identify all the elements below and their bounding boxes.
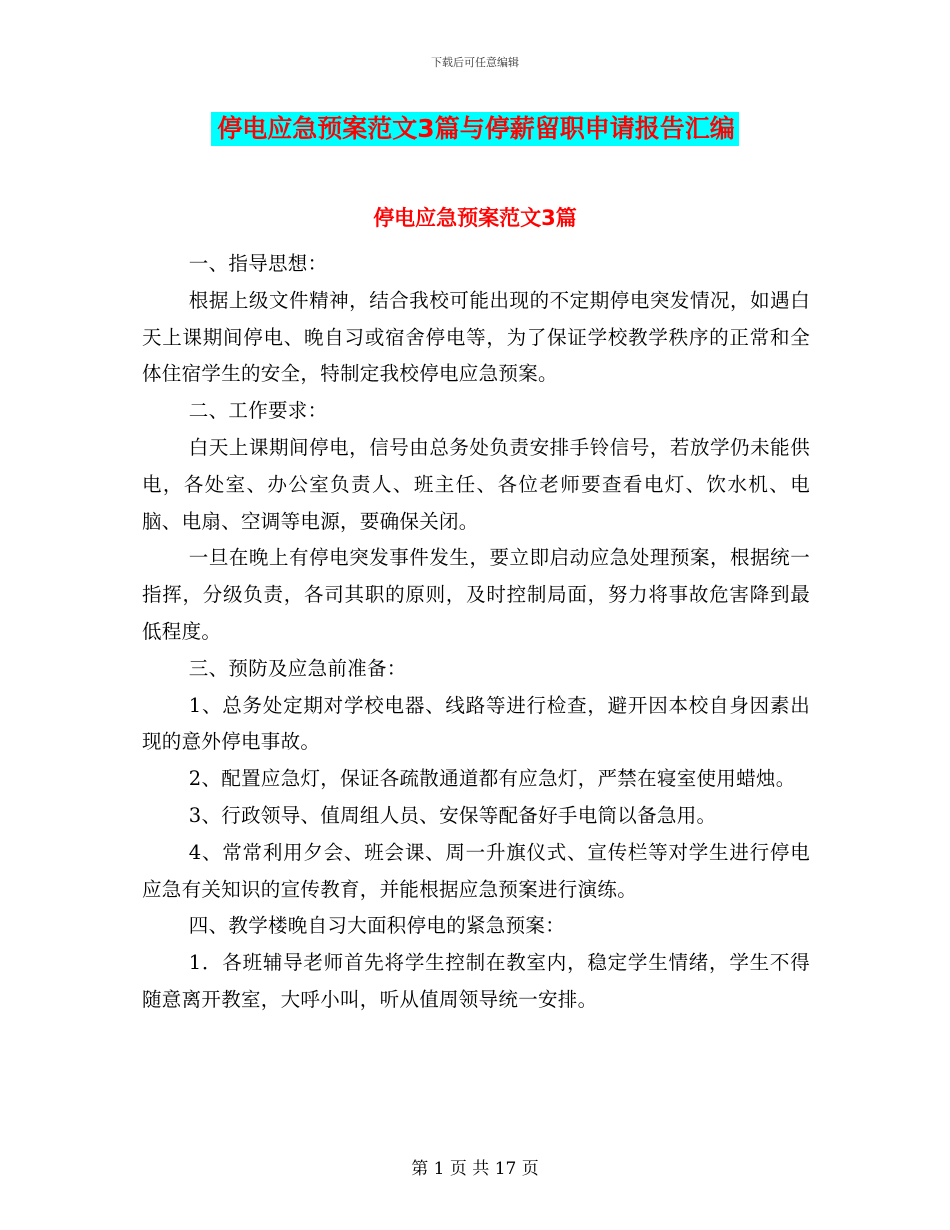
page-number-footer: 第 1 页 共 17 页 [411,1159,539,1179]
paragraph: 根据上级文件精神，结合我校可能出现的不定期停电突发情况，如遇白天上课期间停电、晚自习或宿舍停电等，为了保证学校教学秩序的正常和全体住宿学生的安全，特制定我校停电应急预案。 [142,288,810,386]
list-item: 4、常常利用夕会、班会课、周一升旗仪式、宣传栏等对学生进行停电应急有关知识的宣传教育，并能根据应急预案进行演练。 [142,840,810,901]
document-title-container [0,112,950,146]
heading-guiding-ideology: 一、指导思想： [188,252,328,275]
list-item: 3、行政领导、值周组人员、安保等配备好手电筒以备急用。 [188,803,717,827]
list-item: 2、配置应急灯，保证各疏散通道都有应急灯，严禁在寝室使用蜡烛。 [188,767,796,791]
heading-prevention-preparation: 三、预防及应急前准备： [188,656,407,680]
paragraph: 白天上课期间停电，信号由总务处负责安排手铃信号，若放学仍未能供电，各处室、办公室负责人、班主任、各位老师要查看电灯、饮水机、电脑、电扇、空调等电源，要确保关闭。 [142,435,810,533]
list-item: 1、总务处定期对学校电器、线路等进行检查，避开因本校自身因素出现的意外停电事故。 [142,693,810,754]
page-header-note: 下载后可任意编辑 [431,56,519,69]
list-item: 1．各班辅导老师首先将学生控制在教室内，稳定学生情绪，学生不得随意离开教室，大呼小叫，听从值周领导统一安排。 [142,951,810,1011]
heading-emergency-plan: 四、教学楼晚自习大面积停电的紧急预案： [188,914,565,938]
paragraph: 一旦在晚上有停电突发事件发生，要立即启动应急处理预案，根据统一指挥，分级负责，各司其职的原则，及时控制局面，努力将事故危害降到最低程度。 [142,546,810,643]
heading-work-requirements: 二、工作要求： [188,399,328,423]
section-title: 停电应急预案范文3篇 [373,206,577,230]
document-body [142,246,810,1019]
document-title: 停电应急预案范文3篇与停薪留职申请报告汇编 [211,112,738,146]
